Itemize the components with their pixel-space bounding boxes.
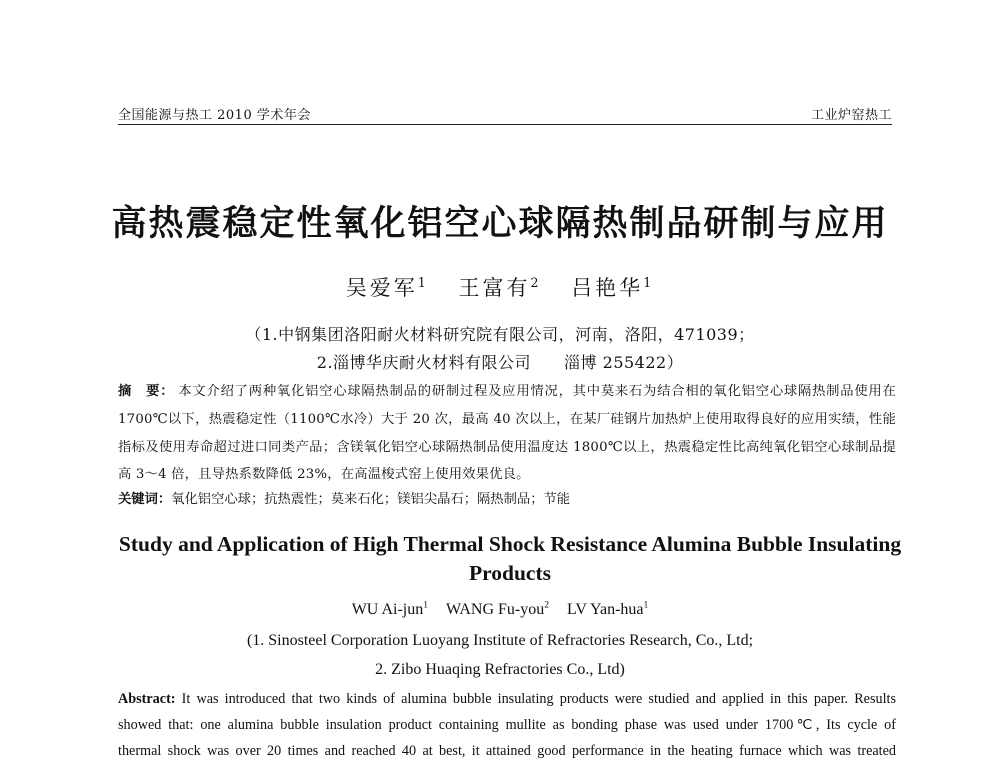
abstract-en-line: thermal shock was over 20 times and reached 40 at best, it attained good performance in the heating furnace which was treated — [118, 743, 896, 759]
header-divider — [118, 124, 892, 125]
header-section: 工业炉窑热工 — [810, 108, 892, 123]
author-cn — [458, 276, 541, 300]
keywords-cn-label: 关键词： — [118, 492, 172, 507]
abstract-cn-label: 摘 要： — [118, 384, 175, 399]
author-cn — [571, 276, 654, 300]
abstract-en-line — [118, 686, 896, 712]
author-cn-name: 吕艳华 — [571, 276, 644, 300]
header-conference: 全国能源与热工 2010 学术年会 — [118, 108, 311, 123]
authors-en — [0, 601, 1000, 619]
author-en — [352, 601, 428, 618]
author-en — [567, 601, 648, 618]
keywords-cn-text: 氧化铝空心球；抗热震性；莫来石化；镁铝尖晶石；隔热制品；节能 — [171, 492, 571, 507]
abstract-en-label: Abstract: — [118, 691, 176, 707]
abstract-cn — [118, 378, 896, 489]
author-en-name: WU Ai-jun — [351, 601, 424, 618]
affiliation-cn-line: （1.中钢集团洛阳耐火材料研究院有限公司，河南，洛阳，471039； — [245, 325, 755, 344]
abstract-en — [118, 686, 896, 764]
author-en-affiliation-mark: 1 — [423, 599, 429, 611]
affiliation-en-line: 2. Zibo Huaqing Refractories Co., Ltd) — [375, 661, 625, 678]
abstract-en-line: showed that: one alumina bubble insulation product containing mullite as bonding phase was used under 1700℃, Its cycle of — [118, 717, 896, 733]
author-cn-name: 王富有 — [458, 276, 531, 300]
paper-title-cn: 高热震稳定性氧化铝空心球隔热制品研制与应用 — [111, 203, 889, 244]
author-cn-name: 吴爱军 — [345, 276, 418, 300]
author-cn-affiliation-mark: 2 — [530, 275, 542, 290]
author-en-name: LV Yan-hua — [567, 601, 644, 618]
keywords-cn — [118, 490, 896, 510]
author-cn-affiliation-mark: 1 — [417, 275, 429, 290]
affiliation-en-line: (1. Sinosteel Corporation Luoyang Institute of Refractories Research, Co., Ltd; — [246, 632, 754, 649]
author-en-affiliation-mark: 2 — [544, 599, 550, 611]
abstract-en-text: It was introduced that two kinds of alumina bubble insulating products were studied and applied in this paper. Results — [175, 691, 896, 707]
author-cn-affiliation-mark: 1 — [643, 275, 655, 290]
author-en-name: WANG Fu-you — [446, 601, 545, 618]
abstract-cn-text: 本文介绍了两种氧化铝空心球隔热制品的研制过程及应用情况，其中莫来石为结合相的氧化铝空心球隔热制品使用在 1700℃以下，热震稳定性（1100℃水冷）大于 20 次，最高 40 次以上，在某厂硅钢片加热炉上使用取得良好的应用实绩，性能指标及使用寿命超过进口同类产品；含镁氧化铝空心球隔热制品使用温度达 1800℃以上，热震稳定性比高纯氧化铝空心球制品提高 3～4 倍，且导热系数降低 23%，在高温梭式窑上使用效果优良。 — [118, 384, 896, 483]
paper-title-en: Study and Application of High Thermal Shock Resistance Alumina Bubble Insulating Products — [118, 532, 902, 585]
author-en — [446, 601, 549, 618]
author-en-affiliation-mark: 1 — [643, 599, 649, 611]
running-header — [118, 100, 892, 122]
authors-cn — [0, 272, 1000, 302]
author-cn — [346, 276, 429, 300]
affiliation-cn-line: 2.淄博华庆耐火材料有限公司 淄博 255422） — [316, 353, 684, 372]
